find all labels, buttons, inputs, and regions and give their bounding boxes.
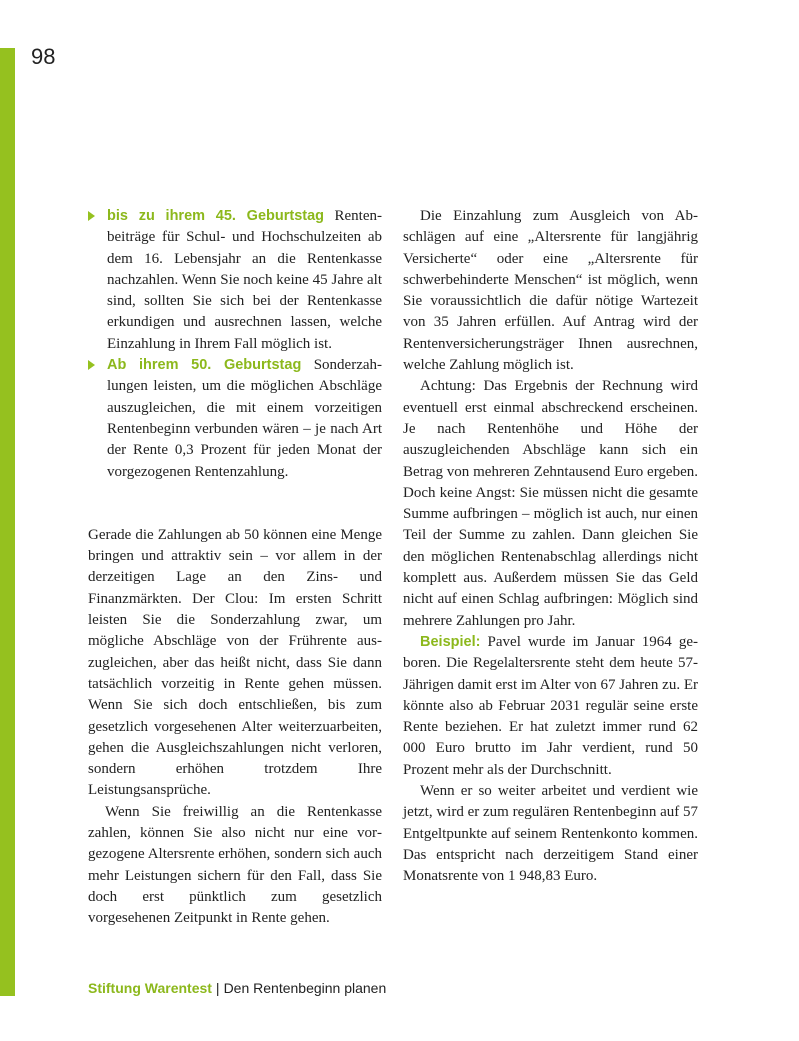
bullet-arrow-icon: [88, 360, 95, 370]
body-paragraph: Wenn er so weiter arbeitet und verdient wie jetzt, wird er zum regulären Rentenbeginn auf 57 Entgeltpunkte auf seinem Rentenkonto kommen. Das entspricht nach derzeitigem Stand einer Monatsrente von 1 948,83 Euro.: [403, 783, 698, 885]
bullet-lead: bis zu ihrem 45. Geburtstag: [107, 208, 325, 224]
left-column: [88, 206, 382, 930]
footer-title: Den Rentenbeginn planen: [223, 980, 387, 996]
body-paragraph: Die Einzahlung zum Ausgleich von Abschlägen auf eine „Altersrente für langjährig Versicherte“ oder eine „Altersrente für schwerbehinderte Menschen“ ist möglich, wenn Sie voraussichtlich die dafür nötige Wartezeit von 35 Jahren erfüllen. Auf Antrag wird der Rentenversicherungsträger Ihnen ausrechnen, welche Zahlung möglich ist.: [403, 208, 698, 374]
body-paragraph: Wenn Sie freiwillig an die Rentenkasse zahlen, können Sie also nicht nur eine vorgezogene Altersrente erhöhen, sondern sich auch mehr Leistungen sichern für den Fall, dass Sie doch erst pünktlich zum gesetzlich vorgesehenen Zeitpunkt in Rente gehen.: [88, 803, 382, 927]
page-footer: [88, 980, 386, 996]
bullet-text: Sonderzahlungen leisten, um die möglichen Abschläge auszugleichen, die mit einem vorzeitigen Rentenbeginn verbunden wären – je nach Art der Rente 0,3 Prozent für jeden Monat der vorgezogenen Rentenzahlung.: [107, 357, 383, 480]
bullet-item: [88, 355, 382, 483]
example-text: Pavel wurde im Januar 1964 geboren. Die Regelaltersrente steht dem heute 57-Jährigen damit erst im Alter von 67 Jahren zu. Er könnte also ab Februar 2031 regulär seine erste Rente beziehen. Er hat zuletzt immer rund 62 000 Euro brutto im Jahr verdient, rund 50 Prozent mehr als der Durchschnitt.: [403, 633, 698, 778]
footer-brand: Stiftung Warentest: [88, 980, 212, 996]
spacer: [88, 483, 382, 504]
body-paragraph: Achtung: Das Ergebnis der Rechnung wird eventuell erst einmal abschreckend erscheinen. Je nach Rentenhöhe und Höhe der auszugleichenden Abschläge kann sich ein Betrag von mehreren Zehntausend Euro ergeben. Doch keine Angst: Sie müssen nicht die gesamte Summe aufbringen – möglich ist auch, nur einen Teil der Summe zu zahlen. Dann gleichen Sie den möglichen Rentenabschlag allerdings nicht komplett aus. Außerdem müssen Sie das Geld nicht auf einen Schlag aufbringen: Möglich sind mehrere Zahlungen pro Jahr.: [403, 378, 698, 629]
footer-separator: |: [215, 980, 220, 996]
body-paragraph: Gerade die Zahlungen ab 50 können eine Menge bringen und attraktiv sein – vor allem in der derzeitigen Lage an den Zins- und Finanzmärkten. Der Clou: Im ersten Schritt leisten Sie die Sonderzahlung zwar, um mögliche Abschläge von der Frührente auszugleichen, aber das heißt nicht, dass Sie dann tatsächlich vorzeitig in Rente gehen müssen. Wenn Sie sich doch entschließen, bis zum gesetzlich vorgesehenen Alter weiterzuarbeiten, gehen die Ausgleichszahlungen nicht verloren, sondern erhöhen trotzdem Ihre Leistungsansprüche.: [88, 526, 382, 799]
example-paragraph: [403, 632, 698, 781]
example-lead: Beispiel:: [420, 633, 481, 650]
right-column: [403, 206, 698, 888]
bullet-lead: Ab ihrem 50. Geburtstag: [107, 357, 302, 374]
page-number: 98: [31, 44, 56, 69]
bullet-arrow-icon: [88, 211, 95, 221]
spacer: [88, 504, 382, 525]
bullet-text: Rentenbeiträge für Schul- und Hochschulzeiten ab dem 16. Lebensjahr an die Rentenkasse nachzahlen. Wenn Sie noch keine 45 Jahre alt sind, sollten Sie sich bei der Rentenkasse erkundigen und ausrechnen lassen, welche Einzahlung in Ihrem Fall möglich ist.: [107, 208, 382, 352]
page-accent-bar: [0, 48, 15, 996]
bullet-item: [88, 206, 382, 355]
